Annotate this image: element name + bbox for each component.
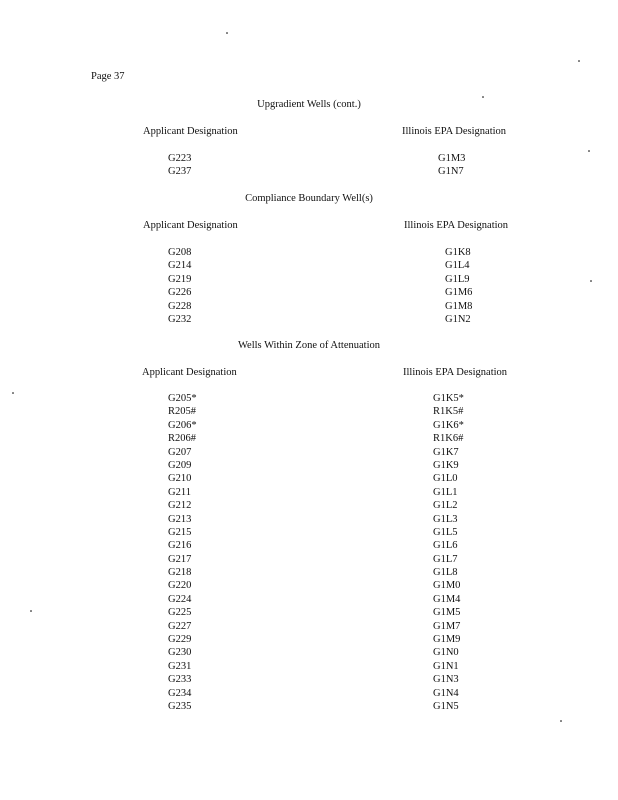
applicant-designation: G230 — [168, 647, 192, 659]
page-number: Page 37 — [91, 71, 125, 82]
applicant-designation: G231 — [168, 660, 192, 672]
applicant-designation: G212 — [168, 500, 192, 512]
applicant-designation: G232 — [168, 313, 192, 325]
applicant-designation: G217 — [168, 553, 192, 565]
epa-designation: G1K8 — [445, 247, 471, 258]
epa-designation: G1N0 — [433, 647, 459, 659]
applicant-designation: R205# — [168, 406, 197, 418]
upgradient-epa-header: Illinois EPA Designation — [402, 126, 507, 137]
applicant-designation: G234 — [168, 687, 192, 699]
applicant-designation: G213 — [168, 513, 192, 525]
epa-designation: G1N2 — [445, 313, 471, 325]
scan-speck — [590, 280, 592, 282]
attenuation-applicant-header: Applicant Designation — [142, 367, 237, 378]
scan-speck — [560, 720, 562, 722]
compliance-applicant-header: Applicant Designation — [143, 220, 238, 231]
epa-designation: G1L5 — [433, 526, 458, 538]
epa-designation: R1K5# — [433, 406, 464, 418]
applicant-designation: G228 — [168, 300, 192, 312]
epa-designation: G1M7 — [433, 620, 461, 632]
attenuation-epa-header: Illinois EPA Designation — [403, 367, 508, 378]
scan-speck — [12, 392, 14, 394]
epa-designation: G1M4 — [433, 593, 461, 605]
upgradient-applicant-header: Applicant Designation — [143, 126, 238, 137]
epa-designation: G1K6* — [433, 419, 464, 431]
epa-designation: G1K5* — [433, 393, 464, 404]
applicant-designation: G207 — [168, 446, 192, 458]
applicant-designation: G226 — [168, 287, 192, 299]
epa-designation: G1L2 — [433, 500, 458, 512]
epa-designation: G1M9 — [433, 634, 461, 646]
epa-designation: G1L0 — [433, 473, 458, 485]
applicant-designation: G237 — [168, 166, 192, 178]
epa-designation: G1N1 — [433, 660, 459, 672]
compliance-epa-list — [445, 246, 472, 326]
applicant-designation: G208 — [168, 247, 192, 258]
scan-speck — [482, 96, 484, 98]
upgradient-section-title: Upgradient Wells (cont.) — [257, 99, 361, 110]
epa-designation: G1L3 — [433, 513, 458, 525]
epa-designation: G1N4 — [433, 687, 459, 699]
compliance-applicant-list — [168, 246, 191, 326]
applicant-designation: G229 — [168, 634, 192, 646]
applicant-designation: G216 — [168, 540, 192, 552]
epa-designation: G1M5 — [433, 607, 461, 619]
epa-designation: G1N7 — [438, 166, 464, 178]
applicant-designation: G233 — [168, 674, 192, 686]
epa-designation: G1M6 — [445, 287, 473, 299]
epa-designation: G1M0 — [433, 580, 461, 592]
compliance-section-title: Compliance Boundary Well(s) — [245, 193, 373, 204]
applicant-designation: G227 — [168, 620, 192, 632]
epa-designation: R1K6# — [433, 433, 464, 445]
epa-designation: G1K7 — [433, 446, 459, 458]
epa-designation: G1L1 — [433, 486, 458, 498]
scan-speck — [588, 150, 590, 152]
upgradient-epa-list — [438, 152, 465, 179]
applicant-designation: G206* — [168, 419, 197, 431]
upgradient-applicant-list — [168, 152, 191, 179]
applicant-designation: G218 — [168, 567, 192, 579]
applicant-designation: G223 — [168, 153, 192, 164]
applicant-designation: G219 — [168, 273, 192, 285]
attenuation-epa-list — [433, 392, 464, 713]
epa-designation: G1N3 — [433, 674, 459, 686]
applicant-designation: G209 — [168, 459, 192, 471]
applicant-designation: G210 — [168, 473, 192, 485]
applicant-designation: G211 — [168, 486, 191, 498]
attenuation-section-title: Wells Within Zone of Attenuation — [237, 340, 381, 351]
applicant-designation: R206# — [168, 433, 197, 445]
epa-designation: G1M3 — [438, 153, 466, 164]
scan-speck — [578, 60, 580, 62]
applicant-designation: G215 — [168, 526, 192, 538]
epa-designation: G1M8 — [445, 300, 473, 312]
applicant-designation: G214 — [168, 260, 192, 272]
epa-designation: G1L4 — [445, 260, 470, 272]
applicant-designation: G220 — [168, 580, 192, 592]
compliance-epa-header: Illinois EPA Designation — [404, 220, 509, 231]
epa-designation: G1N5 — [433, 700, 459, 712]
applicant-designation: G205* — [168, 393, 197, 404]
applicant-designation: G225 — [168, 607, 192, 619]
epa-designation: G1L6 — [433, 540, 458, 552]
attenuation-applicant-list — [168, 392, 197, 713]
scan-speck — [30, 610, 32, 612]
applicant-designation: G224 — [168, 593, 192, 605]
epa-designation: G1L7 — [433, 553, 458, 565]
scan-speck — [226, 32, 228, 34]
epa-designation: G1L9 — [445, 273, 470, 285]
epa-designation: G1K9 — [433, 459, 459, 471]
epa-designation: G1L8 — [433, 567, 458, 579]
applicant-designation: G235 — [168, 700, 192, 712]
